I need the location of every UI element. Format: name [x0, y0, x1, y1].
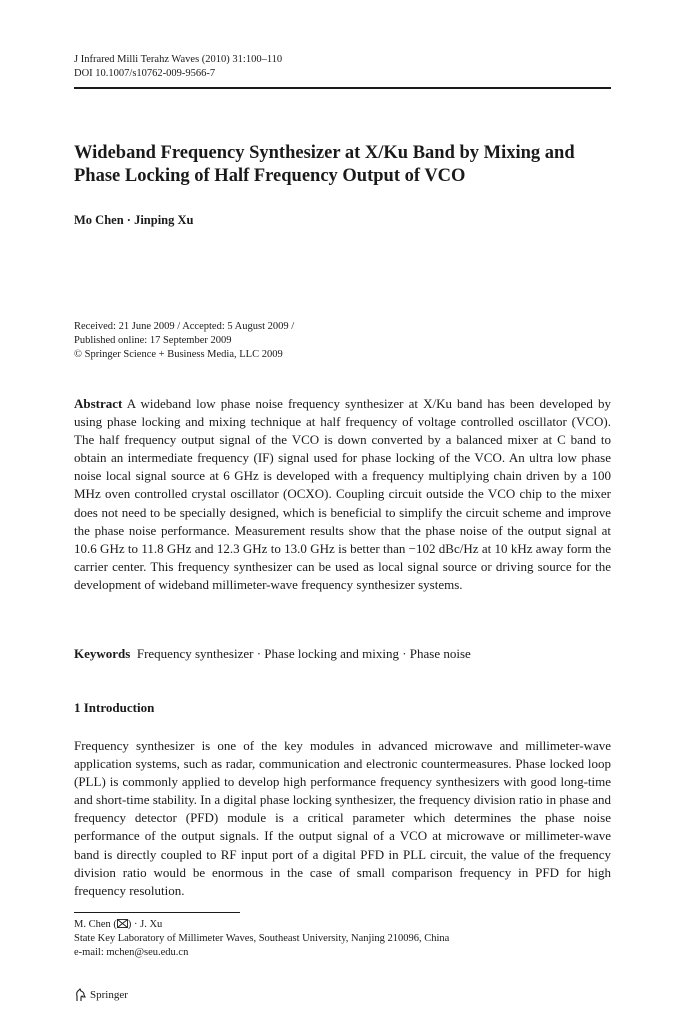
author-list: Mo Chen · Jinping Xu: [74, 213, 194, 227]
keywords: [74, 645, 471, 663]
footnote-authors: [74, 918, 162, 932]
publisher-name: Springer: [90, 989, 128, 1001]
abstract-label: Abstract: [74, 396, 123, 411]
copyright-notice: © Springer Science + Business Media, LLC 2009: [74, 349, 283, 360]
section-heading: 1 Introduction: [74, 700, 155, 715]
introduction-text: Frequency synthesizer is one of the key modules in advanced microwave and millimeter-wave application systems, such as radar, communication and electronic countermeasures. Phase locked loop (PLL) is commonly applied to develop high performance frequency synthesizers with good long-time and short-time stability. In a digital phase locking synthesizer, the frequency division ratio in phase and frequency detector (PFD) module is a critical parameter which determines the phase noise performance of the output signals. If the output signal of a VCO at microwave or millimeter-wave band is directly coupled to RF input port of a digital PFD in PLL circuit, the value of the frequency division ratio would be enormous in the case of small comparison frequency in PFD for high frequency resolution.: [74, 738, 611, 898]
footnote-author-b: ) · J. Xu: [127, 919, 163, 930]
received-accepted-dates: Received: 21 June 2009 / Accepted: 5 August 2009 /: [74, 321, 295, 332]
footnote-affiliation: State Key Laboratory of Millimeter Waves, Southeast University, Nanjing 210096, China: [74, 933, 450, 944]
footnote-rule: [74, 912, 240, 913]
abstract: [74, 395, 611, 594]
keywords-label: Keywords: [74, 646, 131, 661]
abstract-text: A wideband low phase noise frequency synthesizer at X/Ku band has been developed by using phase locking and mixing technique at half frequency of voltage controlled oscillator (VCO). The half frequency output signal of the VCO is down converted by a balanced mixer at C band to obtain an intermediate frequency (IF) signal used for phase locking of the VCO. An ultra low phase noise local signal source at 6 GHz is developed with a frequency multiplying chain driven by a 100 MHz oven controlled crystal oscillator (OCXO). Coupling circuit outside the VCO chip to the mixer does not need to be specially designed, which is beneficial to simplify the circuit scheme and improve the phase noise performance. Measurement results show that the phase noise of the output signal at 10.6 GHz to 11.8 GHz and 12.3 GHz to 13.0 GHz is better than −102 dBc/Hz at 10 kHz away form the carrier center. This frequency synthesizer can be used as local signal source or driving source for the development of wideband millimeter-wave frequency synthesizer systems.: [74, 396, 611, 592]
envelope-icon: [117, 919, 128, 928]
published-online-date: Published online: 17 September 2009: [74, 335, 232, 346]
springer-horse-icon: [74, 988, 87, 1002]
journal-citation: J Infrared Milli Terahz Waves (2010) 31:100–110: [74, 54, 283, 65]
keywords-text: Frequency synthesizer · Phase locking and mixing · Phase noise: [136, 646, 471, 661]
page-footer: [74, 988, 128, 1002]
footnote-author-a: M. Chen (: [74, 919, 117, 930]
doi: DOI 10.1007/s10762-009-9566-7: [74, 68, 216, 79]
footnote-email: e-mail: mchen@seu.edu.cn: [74, 947, 189, 958]
header-rule: [74, 87, 611, 89]
paper-title: Wideband Frequency Synthesizer at X/Ku Band by Mixing and Phase Locking of Half Frequency Output of VCO: [74, 143, 575, 186]
